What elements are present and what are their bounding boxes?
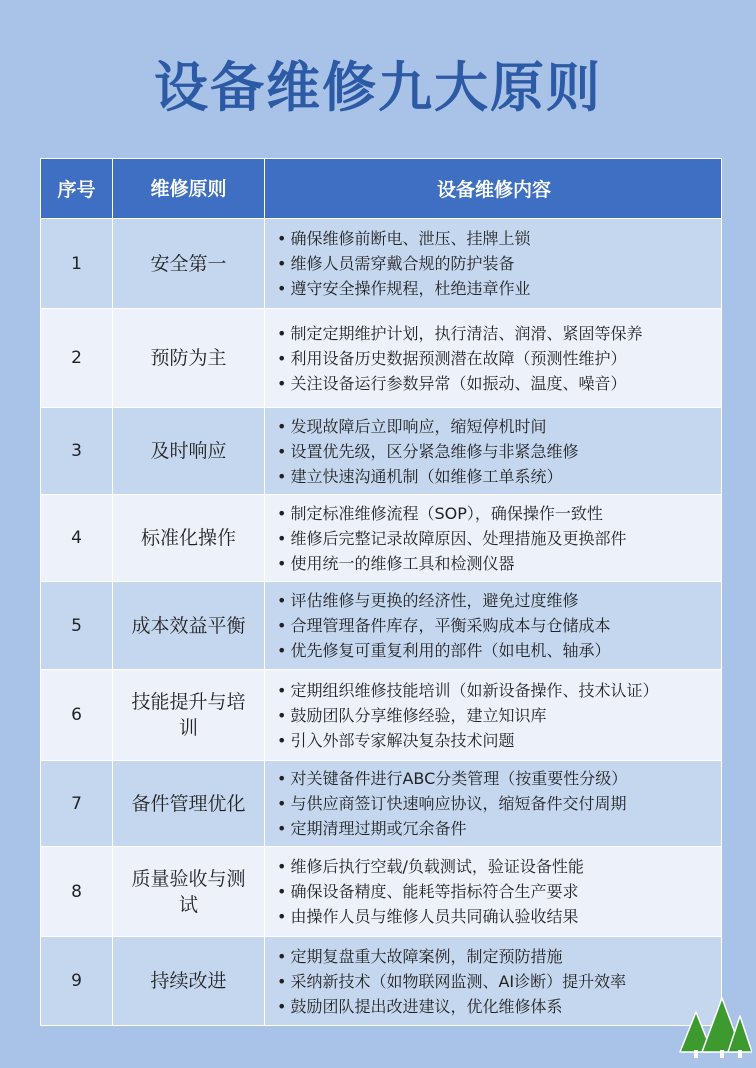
table-row	[41, 937, 721, 1025]
row-content	[265, 495, 721, 581]
content-item: • 维修后执行空载/负载测试，验证设备性能	[277, 854, 584, 879]
content-item: • 制定定期维护计划，执行清洁、润滑、紧固等保养	[277, 321, 642, 346]
content-item: • 确保维修前断电、泄压、挂牌上锁	[277, 226, 530, 251]
content-item: • 引入外部专家解决复杂技术问题	[277, 728, 658, 753]
content-item: • 优先修复可重复利用的部件（如电机、轴承）	[277, 638, 610, 663]
content-item: • 建立快速沟通机制（如维修工单系统）	[277, 464, 578, 489]
header-principle: 维修原则	[113, 159, 265, 218]
row-principle: 成本效益平衡	[113, 582, 265, 669]
table-row	[41, 408, 721, 495]
content-item: • 鼓励团队分享维修经验，建立知识库	[277, 703, 658, 728]
table-row	[41, 219, 721, 309]
table-header	[41, 159, 721, 219]
table-row	[41, 582, 721, 670]
header-content: 设备维修内容	[436, 179, 551, 201]
content-item: • 确保设备精度、能耗等指标符合生产要求	[277, 879, 584, 904]
content-item: • 与供应商签订快速响应协议，缩短备件交付周期	[277, 791, 627, 816]
table-row	[41, 495, 721, 582]
row-content	[265, 408, 721, 494]
content-item: • 发现故障后立即响应，缩短停机时间	[277, 414, 578, 439]
tree-icon	[674, 994, 752, 1058]
content-item: • 对关键备件进行ABC分类管理（按重要性分级）	[277, 766, 627, 791]
row-number: 1	[41, 219, 113, 308]
row-content	[265, 309, 721, 407]
row-principle: 标准化操作	[113, 495, 265, 581]
row-principle: 备件管理优化	[113, 761, 265, 846]
content-item: • 利用设备历史数据预测潜在故障（预测性维护）	[277, 346, 642, 371]
content-item: • 定期复盘重大故障案例，制定预防措施	[277, 944, 626, 969]
row-content	[265, 761, 721, 846]
content-item: • 定期清理过期或冗余备件	[277, 816, 627, 841]
content-item: • 设置优先级，区分紧急维修与非紧急维修	[277, 439, 578, 464]
page-title: 设备维修九大原则	[154, 56, 602, 119]
content-item: • 评估维修与更换的经济性，避免过度维修	[277, 588, 610, 613]
row-principle: 安全第一	[113, 219, 265, 308]
content-item: • 鼓励团队提出改进建议，优化维修体系	[277, 994, 626, 1019]
content-item: • 采纳新技术（如物联网监测、AI诊断）提升效率	[277, 969, 626, 994]
content-item: • 遵守安全操作规程，杜绝违章作业	[277, 276, 530, 301]
row-number: 5	[41, 582, 113, 669]
content-item: • 合理管理备件库存，平衡采购成本与仓储成本	[277, 613, 610, 638]
row-content	[265, 582, 721, 669]
row-principle: 技能提升与培训	[113, 670, 265, 760]
content-item: • 制定标准维修流程（SOP），确保操作一致性	[277, 501, 626, 526]
row-content	[265, 937, 721, 1025]
row-principle: 质量验收与测试	[113, 847, 265, 936]
row-principle: 持续改进	[113, 937, 265, 1025]
row-number: 6	[41, 670, 113, 760]
row-content	[265, 847, 721, 936]
header-number: 序号	[41, 159, 113, 218]
table-row	[41, 309, 721, 408]
row-number: 8	[41, 847, 113, 936]
row-number: 7	[41, 761, 113, 846]
table-row	[41, 670, 721, 761]
table-row	[41, 847, 721, 937]
row-number: 2	[41, 309, 113, 407]
content-item: • 维修后完整记录故障原因、处理措施及更换部件	[277, 526, 626, 551]
content-item: • 使用统一的维修工具和检测仪器	[277, 551, 626, 576]
content-item: • 关注设备运行参数异常（如振动、温度、噪音）	[277, 371, 642, 396]
table-row	[41, 761, 721, 847]
content-item: • 定期组织维修技能培训（如新设备操作、技术认证）	[277, 678, 658, 703]
content-item: • 维修人员需穿戴合规的防护装备	[277, 251, 530, 276]
row-number: 9	[41, 937, 113, 1025]
row-number: 4	[41, 495, 113, 581]
row-content	[265, 670, 721, 760]
row-number: 3	[41, 408, 113, 494]
principles-table	[40, 158, 722, 1026]
row-content	[265, 219, 721, 308]
content-item: • 由操作人员与维修人员共同确认验收结果	[277, 904, 584, 929]
row-principle: 预防为主	[113, 309, 265, 407]
row-principle: 及时响应	[113, 408, 265, 494]
